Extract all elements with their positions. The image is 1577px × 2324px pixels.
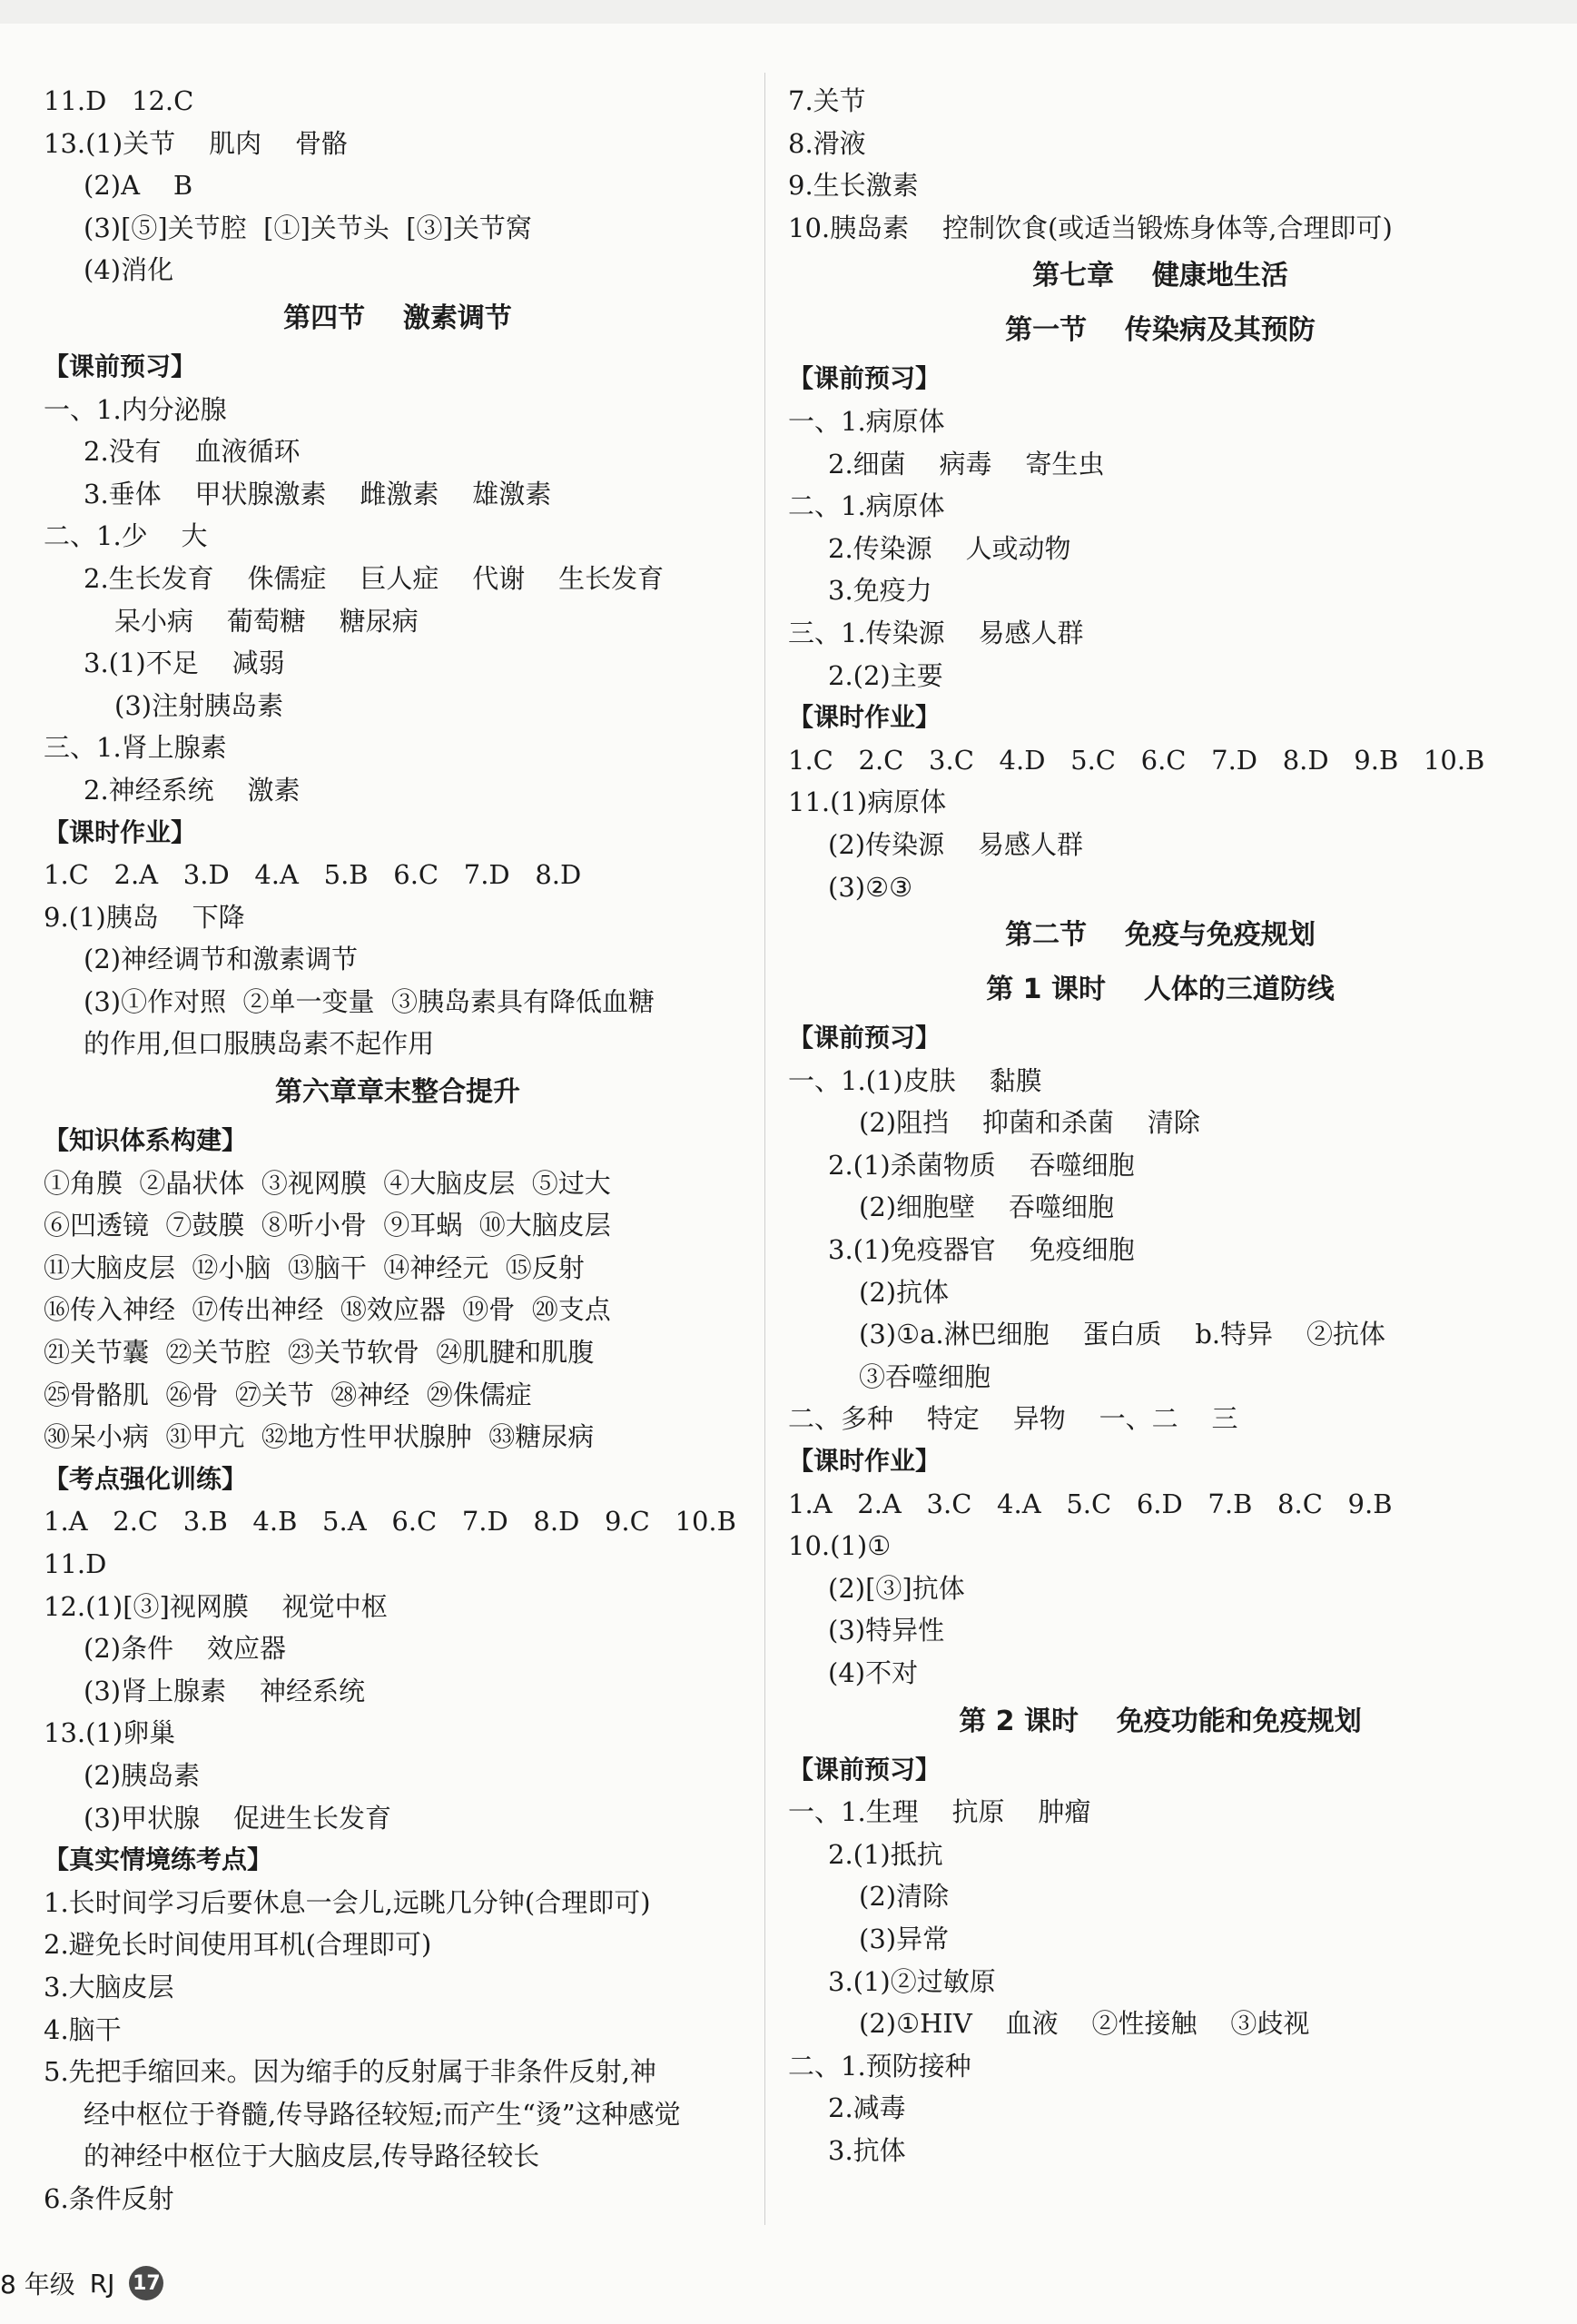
answer-line: 13.(1)关节 肌肉 骨骼 — [44, 127, 348, 159]
left-answer-column — [44, 80, 752, 2220]
answer-line: 2.(1)杀菌物质 吞噬细胞 — [828, 1149, 1135, 1181]
answer-line: (4)消化 — [84, 254, 174, 286]
answer-line: 3.(1)免疫器官 免疫细胞 — [828, 1234, 1135, 1266]
section-heading: 第一节 传染病及其预防 — [1005, 314, 1316, 347]
answer-line: (3)①作对照 ②单一变量 ③胰岛素具有降低血糖 — [84, 985, 655, 1017]
answer-line: 3.垂体 甲状腺激素 雌激素 雄激素 — [84, 478, 552, 509]
answer-line: 2.细菌 病毒 寄生虫 — [828, 448, 1105, 480]
answer-line: 11.D — [44, 1548, 107, 1579]
answer-line: ①角膜 ②晶状体 ③视网膜 ④大脑皮层 ⑤过大 — [44, 1167, 611, 1199]
answer-line: 7.关节 — [788, 85, 866, 116]
answer-line: 3.(1)不足 减弱 — [84, 648, 285, 679]
subsection-label: 【课前预习】 — [44, 351, 197, 381]
answer-line: 2.避免长时间使用耳机(合理即可) — [44, 1929, 432, 1961]
answer-line: (2)胰岛素 — [84, 1759, 201, 1791]
answer-line: 5.先把手缩回来。因为缩手的反射属于非条件反射,神 — [44, 2056, 656, 2088]
answer-line: 3.大脑皮层 — [44, 1971, 174, 2003]
answer-line: ㉚呆小病 ㉛甲亢 ㉜地方性甲状腺肿 ㉝糖尿病 — [44, 1421, 595, 1453]
answer-line: (2)抗体 — [859, 1276, 950, 1308]
answer-line: (3)注射胰岛素 — [114, 689, 284, 721]
answer-line: (3)②③ — [828, 871, 913, 903]
column-divider — [764, 73, 765, 2225]
subsection-label: 【课前预习】 — [788, 1023, 941, 1053]
answer-line: 2.减毒 — [828, 2092, 906, 2124]
answer-line: ③吞噬细胞 — [859, 1360, 991, 1392]
footer-edition: RJ — [89, 2268, 115, 2299]
subsection-label: 【课时作业】 — [788, 1446, 941, 1477]
answer-line: 1.A 2.C 3.B 4.B 5.A 6.C 7.D 8.D 9.C 10.B — [44, 1506, 736, 1538]
subsection-label: 【真实情境练考点】 — [44, 1844, 273, 1875]
page-footer — [0, 2260, 163, 2307]
page-top-edge — [0, 0, 1577, 24]
answer-line: ㉑关节囊 ㉒关节腔 ㉓关节软骨 ㉔肌腱和肌腹 — [44, 1337, 595, 1369]
answer-line: 的神经中枢位于大脑皮层,传导路径较长 — [84, 2141, 540, 2172]
answer-line: 3.(1)②过敏原 — [828, 1965, 996, 1997]
answer-line: (4)不对 — [828, 1657, 919, 1688]
subsection-label: 【课时作业】 — [788, 702, 941, 733]
right-answer-column — [788, 80, 1533, 2172]
section-heading: 第二节 免疫与免疫规划 — [1005, 919, 1316, 952]
answer-line: 4.脑干 — [44, 2013, 122, 2045]
subsection-label: 【课时作业】 — [44, 816, 197, 847]
answer-line: ㉕骨骼肌 ㉖骨 ㉗关节 ㉘神经 ㉙侏儒症 — [44, 1379, 532, 1410]
answer-line: (2)细胞壁 吞噬细胞 — [859, 1192, 1114, 1223]
answer-line: (2)[③]抗体 — [828, 1572, 965, 1604]
answer-line: 2.传染源 人或动物 — [828, 532, 1071, 564]
answer-line: (3)①a.淋巴细胞 蛋白质 b.特异 ②抗体 — [859, 1319, 1385, 1350]
section-heading: 第四节 激素调节 — [283, 302, 512, 334]
section-heading: 第七章 健康地生活 — [1032, 260, 1288, 292]
answer-line: (3)肾上腺素 神经系统 — [84, 1675, 365, 1706]
answer-line: 9.生长激素 — [788, 170, 919, 202]
answer-line: 1.C 2.C 3.C 4.D 5.C 6.C 7.D 8.D 9.B 10.B — [788, 744, 1485, 776]
section-heading: 第 2 课时 免疫功能和免疫规划 — [959, 1705, 1362, 1737]
answer-line: (2)A B — [84, 170, 193, 202]
answer-line: 12.(1)[③]视网膜 视觉中枢 — [44, 1590, 388, 1622]
page-number-badge: 17 — [129, 2266, 163, 2300]
subsection-label: 【考点强化训练】 — [44, 1463, 248, 1494]
section-heading: 第六章章末整合提升 — [275, 1076, 520, 1109]
answer-line: 一、1.病原体 — [788, 405, 945, 437]
answer-line: 1.A 2.A 3.C 4.A 5.C 6.D 7.B 8.C 9.B — [788, 1488, 1393, 1519]
answer-line: 2.(2)主要 — [828, 659, 943, 691]
answer-line: (2)①HIV 血液 ②性接触 ③歧视 — [859, 2008, 1310, 2040]
answer-line: ⑥凹透镜 ⑦鼓膜 ⑧听小骨 ⑨耳蜗 ⑩大脑皮层 — [44, 1210, 611, 1241]
answer-line: 三、1.肾上腺素 — [44, 732, 227, 764]
answer-line: (3)特异性 — [828, 1615, 945, 1647]
answer-line: 二、1.少 大 — [44, 520, 208, 552]
answer-line: 8.滑液 — [788, 127, 866, 159]
answer-line: 6.条件反射 — [44, 2182, 174, 2214]
answer-line: 3.免疫力 — [828, 575, 932, 607]
answer-line: (2)神经调节和激素调节 — [84, 944, 359, 975]
footer-grade: 8 年级 — [0, 2270, 75, 2299]
subsection-label: 【知识体系构建】 — [44, 1125, 248, 1156]
answer-line: 一、1.生理 抗原 肿瘤 — [788, 1796, 1091, 1828]
answer-line: 一、1.内分泌腺 — [44, 393, 227, 425]
answer-line: 1.C 2.A 3.D 4.A 5.B 6.C 7.D 8.D — [44, 859, 582, 891]
answer-line: 经中枢位于脊髓,传导路径较短;而产生“烫”这种感觉 — [84, 2098, 681, 2130]
answer-line: (2)传染源 易感人群 — [828, 828, 1083, 860]
answer-line: 11.D 12.C — [44, 85, 194, 116]
answer-line: (2)阻挡 抑菌和杀菌 清除 — [859, 1107, 1200, 1139]
answer-line: 13.(1)卵巢 — [44, 1717, 176, 1749]
answer-line: (3)[⑤]关节腔 [①]关节头 [③]关节窝 — [84, 212, 532, 243]
answer-line: (3)异常 — [859, 1923, 950, 1954]
answer-line: 2.生长发育 侏儒症 巨人症 代谢 生长发育 — [84, 562, 665, 594]
answer-line: 1.长时间学习后要休息一会儿,远眺几分钟(合理即可) — [44, 1886, 651, 1918]
answer-line: 9.(1)胰岛 下降 — [44, 901, 245, 933]
answer-line: 10.(1)① — [788, 1530, 892, 1562]
subsection-label: 【课前预习】 — [788, 363, 941, 394]
answer-line: 2.(1)抵抗 — [828, 1838, 943, 1870]
answer-line: 二、1.病原体 — [788, 490, 945, 522]
answer-line: (2)清除 — [859, 1881, 950, 1913]
answer-line: 一、1.(1)皮肤 黏膜 — [788, 1064, 1042, 1096]
answer-line: 3.抗体 — [828, 2134, 906, 2166]
answer-line: 11.(1)病原体 — [788, 786, 947, 818]
answer-line: 10.胰岛素 控制饮食(或适当锻炼身体等,合理即可) — [788, 212, 1393, 243]
answer-line: 的作用,但口服胰岛素不起作用 — [84, 1028, 435, 1060]
answer-line: 三、1.传染源 易感人群 — [788, 617, 1084, 648]
answer-line: 2.没有 血液循环 — [84, 436, 301, 468]
answer-line: 二、多种 特定 异物 一、二 三 — [788, 1403, 1238, 1435]
answer-line: 2.神经系统 激素 — [84, 774, 301, 806]
answer-line: ⑯传入神经 ⑰传出神经 ⑱效应器 ⑲骨 ⑳支点 — [44, 1294, 611, 1326]
answer-line: ⑪大脑皮层 ⑫小脑 ⑬脑干 ⑭神经元 ⑮反射 — [44, 1251, 585, 1283]
answer-line: (3)甲状腺 促进生长发育 — [84, 1802, 391, 1834]
answer-line: 二、1.预防接种 — [788, 2050, 971, 2082]
subsection-label: 【课前预习】 — [788, 1754, 941, 1785]
section-heading: 第 1 课时 人体的三道防线 — [986, 974, 1335, 1006]
answer-line: 呆小病 葡萄糖 糖尿病 — [114, 605, 419, 637]
answer-line: (2)条件 效应器 — [84, 1633, 286, 1665]
